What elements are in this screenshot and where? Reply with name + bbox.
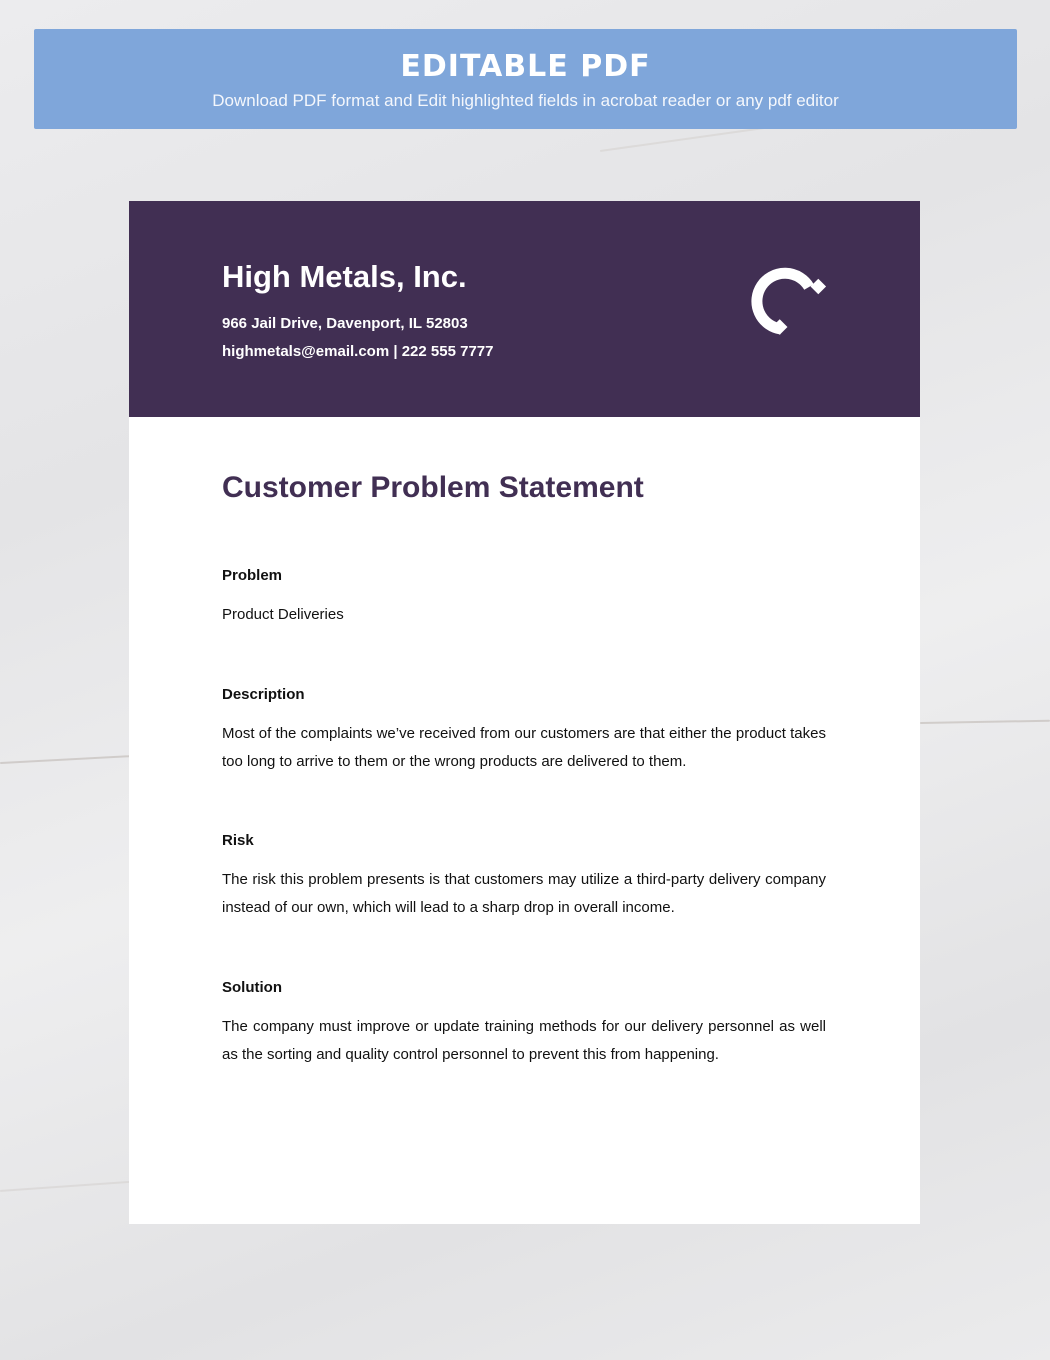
editable-pdf-banner <box>34 29 1017 129</box>
company-address[interactable]: 966 Jail Drive, Davenport, IL 52803 <box>222 315 468 332</box>
banner-subtitle: Download PDF format and Edit highlighted fields in acrobat reader or any pdf editor <box>212 91 839 110</box>
description-text[interactable]: Most of the complaints we’ve received from our customers are that either the product takes too long to arrive to them or the wrong products are delivered to them. <box>222 725 826 770</box>
description-label: Description <box>222 686 305 703</box>
document-page <box>129 201 920 1224</box>
banner-title: EDITABLE PDF <box>400 49 651 84</box>
marble-streak <box>920 720 1050 724</box>
company-header <box>129 201 920 417</box>
company-name[interactable]: High Metals, Inc. <box>222 259 467 294</box>
magnet-icon <box>736 251 836 346</box>
solution-text[interactable]: The company must improve or update training methods for our delivery personnel as well as the sorting and quality control personnel to prevent this from happening. <box>222 1018 826 1063</box>
solution-label: Solution <box>222 979 282 996</box>
problem-label: Problem <box>222 567 283 584</box>
company-contact[interactable]: highmetals@email.com | 222 555 7777 <box>222 343 494 360</box>
problem-text[interactable]: Product Deliveries <box>222 606 344 623</box>
risk-label: Risk <box>222 832 254 849</box>
risk-text[interactable]: The risk this problem presents is that customers may utilize a third-party delivery company instead of our own, which will lead to a sharp drop in overall income. <box>222 871 826 916</box>
document-title[interactable]: Customer Problem Statement <box>222 471 644 504</box>
